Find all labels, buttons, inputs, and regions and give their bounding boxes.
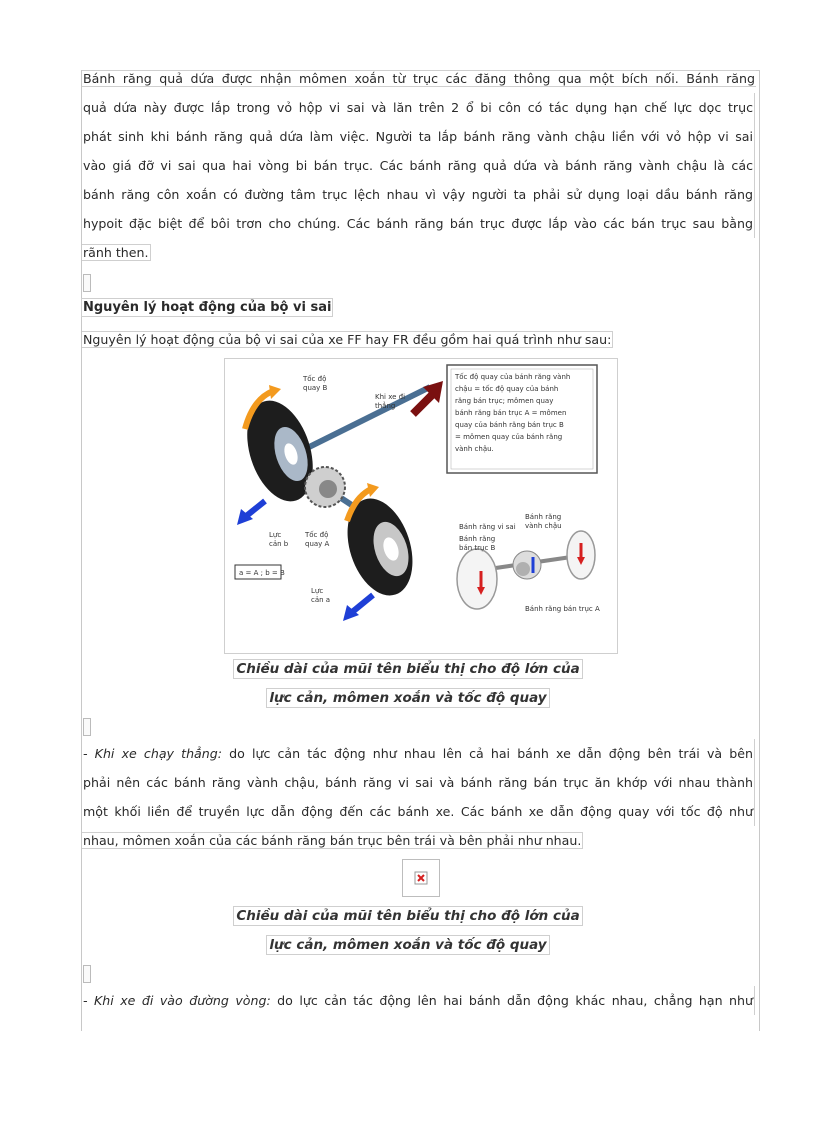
text-line: nhau, mômen xoắn của các bánh răng bán trục bên trái và bên phải như nhau.: [83, 833, 582, 848]
differential-gear: [305, 467, 345, 507]
text-line: phải nên các bánh răng vành chậu, bánh răng vi sai và bánh răng bán trục ăn khớp với nhau thành: [82, 768, 756, 797]
label-pinion: Bánh răng vi sai: [459, 523, 516, 531]
image-placeholder: [83, 965, 91, 983]
explanation-text: Tốc độ quay của bánh răng vành chậu = tốc độ quay của bánh răng bán trục; mômen quay bánh răng bán trục A = mômen quay của bánh răng bán trục B = mômen quay của bánh răng vành chậu.: [455, 373, 571, 453]
section-heading: Nguyên lý hoạt động của bộ vi sai: [83, 300, 332, 315]
text-line: - Khi xe đi vào đường vòng: do lực cản tác động lên hai bánh dẫn động khác nhau, chẳng hạn như: [82, 986, 756, 1015]
caption-line: Chiều dài của mũi tên biểu thị cho độ lớn của: [236, 908, 580, 924]
text-line: Nguyên lý hoạt động của bộ vi sai của xe FF hay FR đều gồm hai quá trình như sau:: [83, 332, 612, 347]
text-line: hypoit đặc biệt để bôi trơn cho chúng. Các bánh răng bán trục được lắp vào các bán trục sau bằng: [82, 209, 756, 238]
wheel-a: [336, 490, 424, 604]
broken-image: [402, 859, 440, 897]
label-side-a: Bánh răng bán trục A: [525, 605, 600, 613]
force-b-arrow: [245, 501, 265, 517]
label-force-b: Lực cản b: [269, 531, 289, 548]
diagram-svg: [225, 359, 617, 653]
text-line: một khối liền để truyền lực dẫn động đến các bánh xe. Các bánh xe dẫn động quay với tốc độ như: [82, 797, 756, 826]
force-a-arrow: [351, 595, 373, 613]
paragraph-curve: [82, 986, 756, 1015]
intro-paragraph: [82, 325, 756, 354]
caption-line: Chiều dài của mũi tên biểu thị cho độ lớn của: [236, 661, 580, 677]
paragraph-straight: [82, 739, 756, 855]
paragraph-differential-description: [82, 64, 756, 267]
text-line: Bánh răng quả dứa được nhận mômen xoắn từ trục các đăng thông qua một bích nối. Bánh răng: [83, 71, 755, 86]
formula-text: a = A ; b = B: [239, 569, 285, 577]
label-force-a: Lực cản a: [311, 587, 331, 604]
label-speed-a: Tốc độ quay A: [305, 531, 330, 548]
differential-diagram: [224, 358, 618, 654]
text-line: rãnh then.: [83, 245, 149, 260]
text-line: bánh răng côn xoắn có đường tâm trục lệch nhau vì vậy người ta phải sử dụng loại dầu bánh răng: [82, 180, 756, 209]
label-side-b: Bánh răng bán trục B: [459, 535, 496, 552]
figure-caption-2: [0, 907, 816, 965]
caption-line: lực cản, mômen xoắn và tốc độ quay: [269, 937, 547, 953]
label-straight: Khi xe đi thẳng: [375, 393, 406, 410]
text-line: vào giá đỡ vi sai qua hai vòng bi bán trục. Các bánh răng quả dứa và bánh răng vành chậu là các: [82, 151, 756, 180]
broken-image-icon: [403, 860, 439, 896]
text-line: - Khi xe chạy thẳng: do lực cản tác động như nhau lên cả hai bánh xe dẫn động bên trái và bên: [82, 739, 756, 768]
caption-line: lực cản, mômen xoắn và tốc độ quay: [269, 690, 547, 706]
image-placeholder: [83, 274, 91, 292]
image-placeholder: [83, 718, 91, 736]
label-speed-b: Tốc độ quay B: [303, 375, 328, 392]
text-line: phát sinh khi bánh răng quả dứa làm việc. Người ta lắp bánh răng vành chậu liền với vỏ hộp vi sai: [82, 122, 756, 151]
explanation-box: [447, 365, 597, 473]
text-line: quả dứa này được lắp trong vỏ hộp vi sai và lăn trên 2 ổ bi côn có tác dụng hạn chế lực dọc trục: [82, 93, 756, 122]
label-ring: Bánh răng vành chậu: [525, 513, 562, 530]
figure-caption-1: [0, 660, 816, 718]
